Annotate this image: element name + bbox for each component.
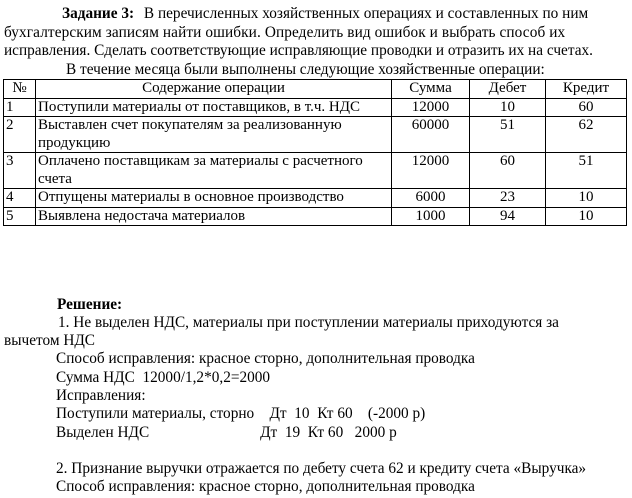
- row-content: Оплачено поставщикам за материалы с расчетного счета: [36, 153, 392, 189]
- solution-p2: 2. Признание выручки отражается по дебету счета 62 и кредиту счета «Выручка»: [56, 460, 587, 477]
- row-sum: 6000: [392, 189, 470, 208]
- solution-p1-line2: вычетом НДС: [4, 332, 96, 349]
- header-sum: Сумма: [392, 80, 470, 99]
- task-intro: В течение месяца были выполнены следующие хозяйственные операции:: [66, 61, 545, 78]
- header-number: №: [4, 80, 36, 99]
- row-sum: 60000: [392, 117, 470, 153]
- row-sum: 12000: [392, 153, 470, 189]
- solution-correction-2: Выделен НДС Дт 19 Кт 60 2000 р: [56, 424, 397, 441]
- row-credit: 51: [546, 153, 627, 189]
- task-label: Задание 3:: [62, 5, 135, 22]
- row-number: 1: [4, 98, 36, 117]
- solution-correction-1: Поступили материалы, сторно Дт 10 Кт 60 (-2000 р): [56, 405, 426, 422]
- row-content: Поступили материалы от поставщиков, в т.ч. НДС: [36, 98, 392, 117]
- row-number: 2: [4, 117, 36, 153]
- row-number: 4: [4, 189, 36, 208]
- row-credit: 60: [546, 98, 627, 117]
- solution-p1-line1: 1. Не выделен НДС, материалы при поступлении материалы приходуются за: [58, 314, 559, 331]
- row-debit: 60: [470, 153, 546, 189]
- row-number: 5: [4, 207, 36, 226]
- task-line-2: бухгалтерским записям найти ошибки. Определить вид ошибок и выбрать способ их: [4, 24, 566, 41]
- row-credit: 10: [546, 207, 627, 226]
- table-row: [4, 117, 627, 153]
- row-debit: 94: [470, 207, 546, 226]
- row-content: Выявлена недостача материалов: [36, 207, 392, 226]
- row-debit: 23: [470, 189, 546, 208]
- table-header-row: [4, 80, 627, 99]
- solution-corrections-label: Исправления:: [56, 387, 146, 404]
- row-content: Выставлен счет покупателям за реализованную продукцию: [36, 117, 392, 153]
- row-credit: 62: [546, 117, 627, 153]
- header-credit: Кредит: [546, 80, 627, 99]
- header-content: Содержание операции: [36, 80, 392, 99]
- table-row: [4, 153, 627, 189]
- row-content: Отпущены материалы в основное производство: [36, 189, 392, 208]
- row-sum: 12000: [392, 98, 470, 117]
- row-debit: 51: [470, 117, 546, 153]
- row-credit: 10: [546, 189, 627, 208]
- solution-method-2: Способ исправления: красное сторно, дополнительная проводка: [56, 478, 475, 495]
- table-row: [4, 189, 627, 208]
- row-debit: 10: [470, 98, 546, 117]
- task-line-1: [62, 5, 626, 23]
- task-text-1: В перечисленных хозяйственных операциях и составленных по ним: [143, 5, 589, 22]
- task-line-3: исправления. Сделать соответствующие исправляющие проводки и отразить их на счетах.: [4, 42, 593, 59]
- solution-title: Решение:: [57, 296, 123, 313]
- header-debit: Дебет: [470, 80, 546, 99]
- solution-vat-calc: Сумма НДС 12000/1,2*0,2=2000: [56, 369, 271, 386]
- row-number: 3: [4, 153, 36, 189]
- row-sum: 1000: [392, 207, 470, 226]
- table-row: [4, 98, 627, 117]
- table-row: [4, 207, 627, 226]
- solution-method-1: Способ исправления: красное сторно, дополнительная проводка: [56, 350, 475, 367]
- operations-table: [3, 79, 627, 226]
